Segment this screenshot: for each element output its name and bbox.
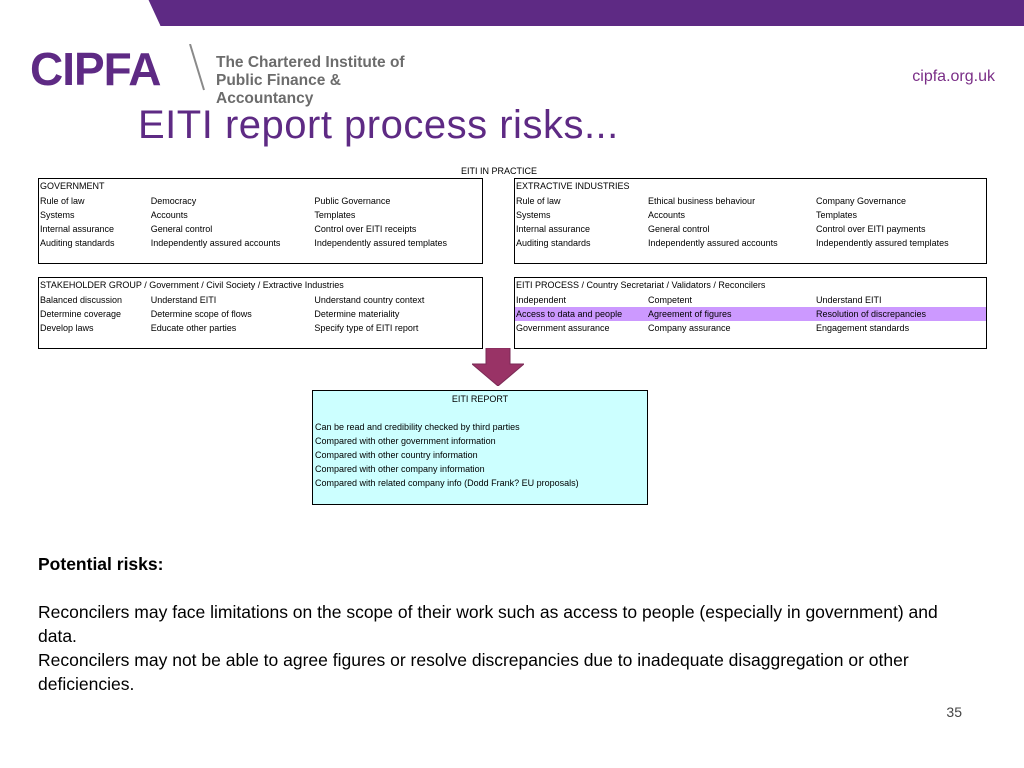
table-cell: Determine materiality — [314, 309, 400, 319]
table-cell: Independently assured templates — [314, 238, 447, 248]
table-row — [515, 222, 986, 236]
risks-heading: Potential risks: — [38, 554, 164, 574]
page-number: 35 — [946, 704, 962, 720]
table-cell: Understand EITI — [816, 295, 882, 305]
table-cell: Company assurance — [648, 323, 731, 333]
table-cell: Independently assured accounts — [150, 238, 281, 248]
table-cell: Independent — [516, 295, 567, 305]
process-panel-title: EITI PROCESS / Country Secretariat / Validators / Reconcilers — [516, 280, 766, 290]
report-title: EITI REPORT — [451, 394, 509, 404]
table-cell: Understand country context — [314, 295, 425, 305]
government-panel-title: GOVERNMENT — [40, 181, 105, 191]
logo-line-2: Public Finance & Accountancy — [216, 72, 341, 107]
table-cell: Resolution of discrepancies — [816, 309, 927, 319]
table-cell: Internal assurance — [40, 224, 115, 234]
stakeholder-panel-title: STAKEHOLDER GROUP / Government / Civil Society / Extractive Industries — [40, 280, 344, 290]
eiti-process-panel — [514, 277, 987, 349]
government-panel — [38, 178, 483, 264]
table-cell: Democracy — [150, 196, 197, 206]
table-row — [39, 222, 482, 236]
table-cell: Determine scope of flows — [150, 309, 252, 319]
logo-mark: CIPFA — [30, 43, 161, 95]
table-cell: Accounts — [150, 210, 188, 220]
table-cell: Templates — [314, 210, 356, 220]
table-cell: Specify type of EITI report — [314, 323, 419, 333]
table-cell: Agreement of figures — [648, 309, 732, 319]
slide-title: EITI report process risks... — [138, 103, 619, 147]
cipfa-logo — [30, 43, 410, 107]
site-url[interactable]: cipfa.org.uk — [912, 68, 995, 85]
table-cell: Access to data and people — [516, 309, 623, 319]
diagram-caption: EITI IN PRACTICE — [461, 166, 538, 176]
table-row — [515, 293, 986, 307]
extractive-panel-title: EXTRACTIVE INDUSTRIES — [516, 181, 630, 191]
table-cell: Engagement standards — [816, 323, 910, 333]
table-cell: Educate other parties — [150, 323, 237, 333]
table-row — [515, 194, 986, 208]
table-cell: Auditing standards — [40, 238, 115, 248]
table-cell: Government assurance — [516, 323, 610, 333]
logo-line-1: The Chartered Institute of — [216, 54, 405, 71]
down-arrow-icon — [472, 348, 524, 386]
report-item: Compared with other company information — [315, 464, 485, 474]
table-row — [515, 307, 986, 321]
table-cell: Auditing standards — [516, 238, 591, 248]
top-banner — [0, 0, 1024, 26]
extractive-industries-panel — [514, 178, 987, 264]
table-cell: Understand EITI — [150, 295, 217, 305]
report-items — [313, 420, 647, 490]
table-cell: Control over EITI payments — [816, 224, 926, 234]
table-row — [39, 293, 482, 307]
table-cell: Internal assurance — [516, 224, 591, 234]
table-row — [39, 321, 482, 335]
table-row — [515, 208, 986, 222]
table-row — [39, 194, 482, 208]
table-cell: Accounts — [648, 210, 686, 220]
report-item: Compared with other country information — [315, 450, 478, 460]
report-item: Compared with related company info (Dodd Frank? EU proposals) — [315, 478, 579, 488]
table-cell: Rule of law — [40, 196, 85, 206]
table-cell: General control — [150, 224, 213, 234]
table-cell: Independently assured templates — [816, 238, 949, 248]
table-row — [515, 321, 986, 335]
table-cell: Company Governance — [816, 196, 907, 206]
risks-paragraphs — [38, 600, 978, 696]
table-cell: Determine coverage — [40, 309, 122, 319]
table-row — [39, 236, 482, 250]
table-cell: Systems — [516, 210, 551, 220]
table-cell: Balanced discussion — [40, 295, 123, 305]
risk-paragraph: Reconcilers may face limitations on the scope of their work such as access to people (especially in government) and data. — [38, 602, 938, 646]
table-row — [39, 208, 482, 222]
logo-slash-icon — [180, 44, 210, 94]
risks-section — [38, 552, 978, 696]
report-item: Compared with other government information — [315, 436, 496, 446]
table-cell: Competent — [648, 295, 693, 305]
report-item: Can be read and credibility checked by third parties — [315, 422, 520, 432]
table-cell: Independently assured accounts — [648, 238, 778, 248]
table-cell: Ethical business behaviour — [648, 196, 756, 206]
eiti-report-panel — [312, 390, 648, 505]
table-row — [39, 307, 482, 321]
table-cell: Rule of law — [516, 196, 561, 206]
table-cell: Systems — [40, 210, 75, 220]
table-cell: Develop laws — [40, 323, 94, 333]
table-cell: Templates — [816, 210, 858, 220]
stakeholder-group-panel — [38, 277, 483, 349]
table-cell: Control over EITI receipts — [314, 224, 417, 234]
table-row — [515, 236, 986, 250]
risk-paragraph: Reconcilers may not be able to agree figures or resolve discrepancies due to inadequate disaggregation or other deficiencies. — [38, 650, 909, 694]
table-cell: Public Governance — [314, 196, 391, 206]
table-cell: General control — [648, 224, 710, 234]
